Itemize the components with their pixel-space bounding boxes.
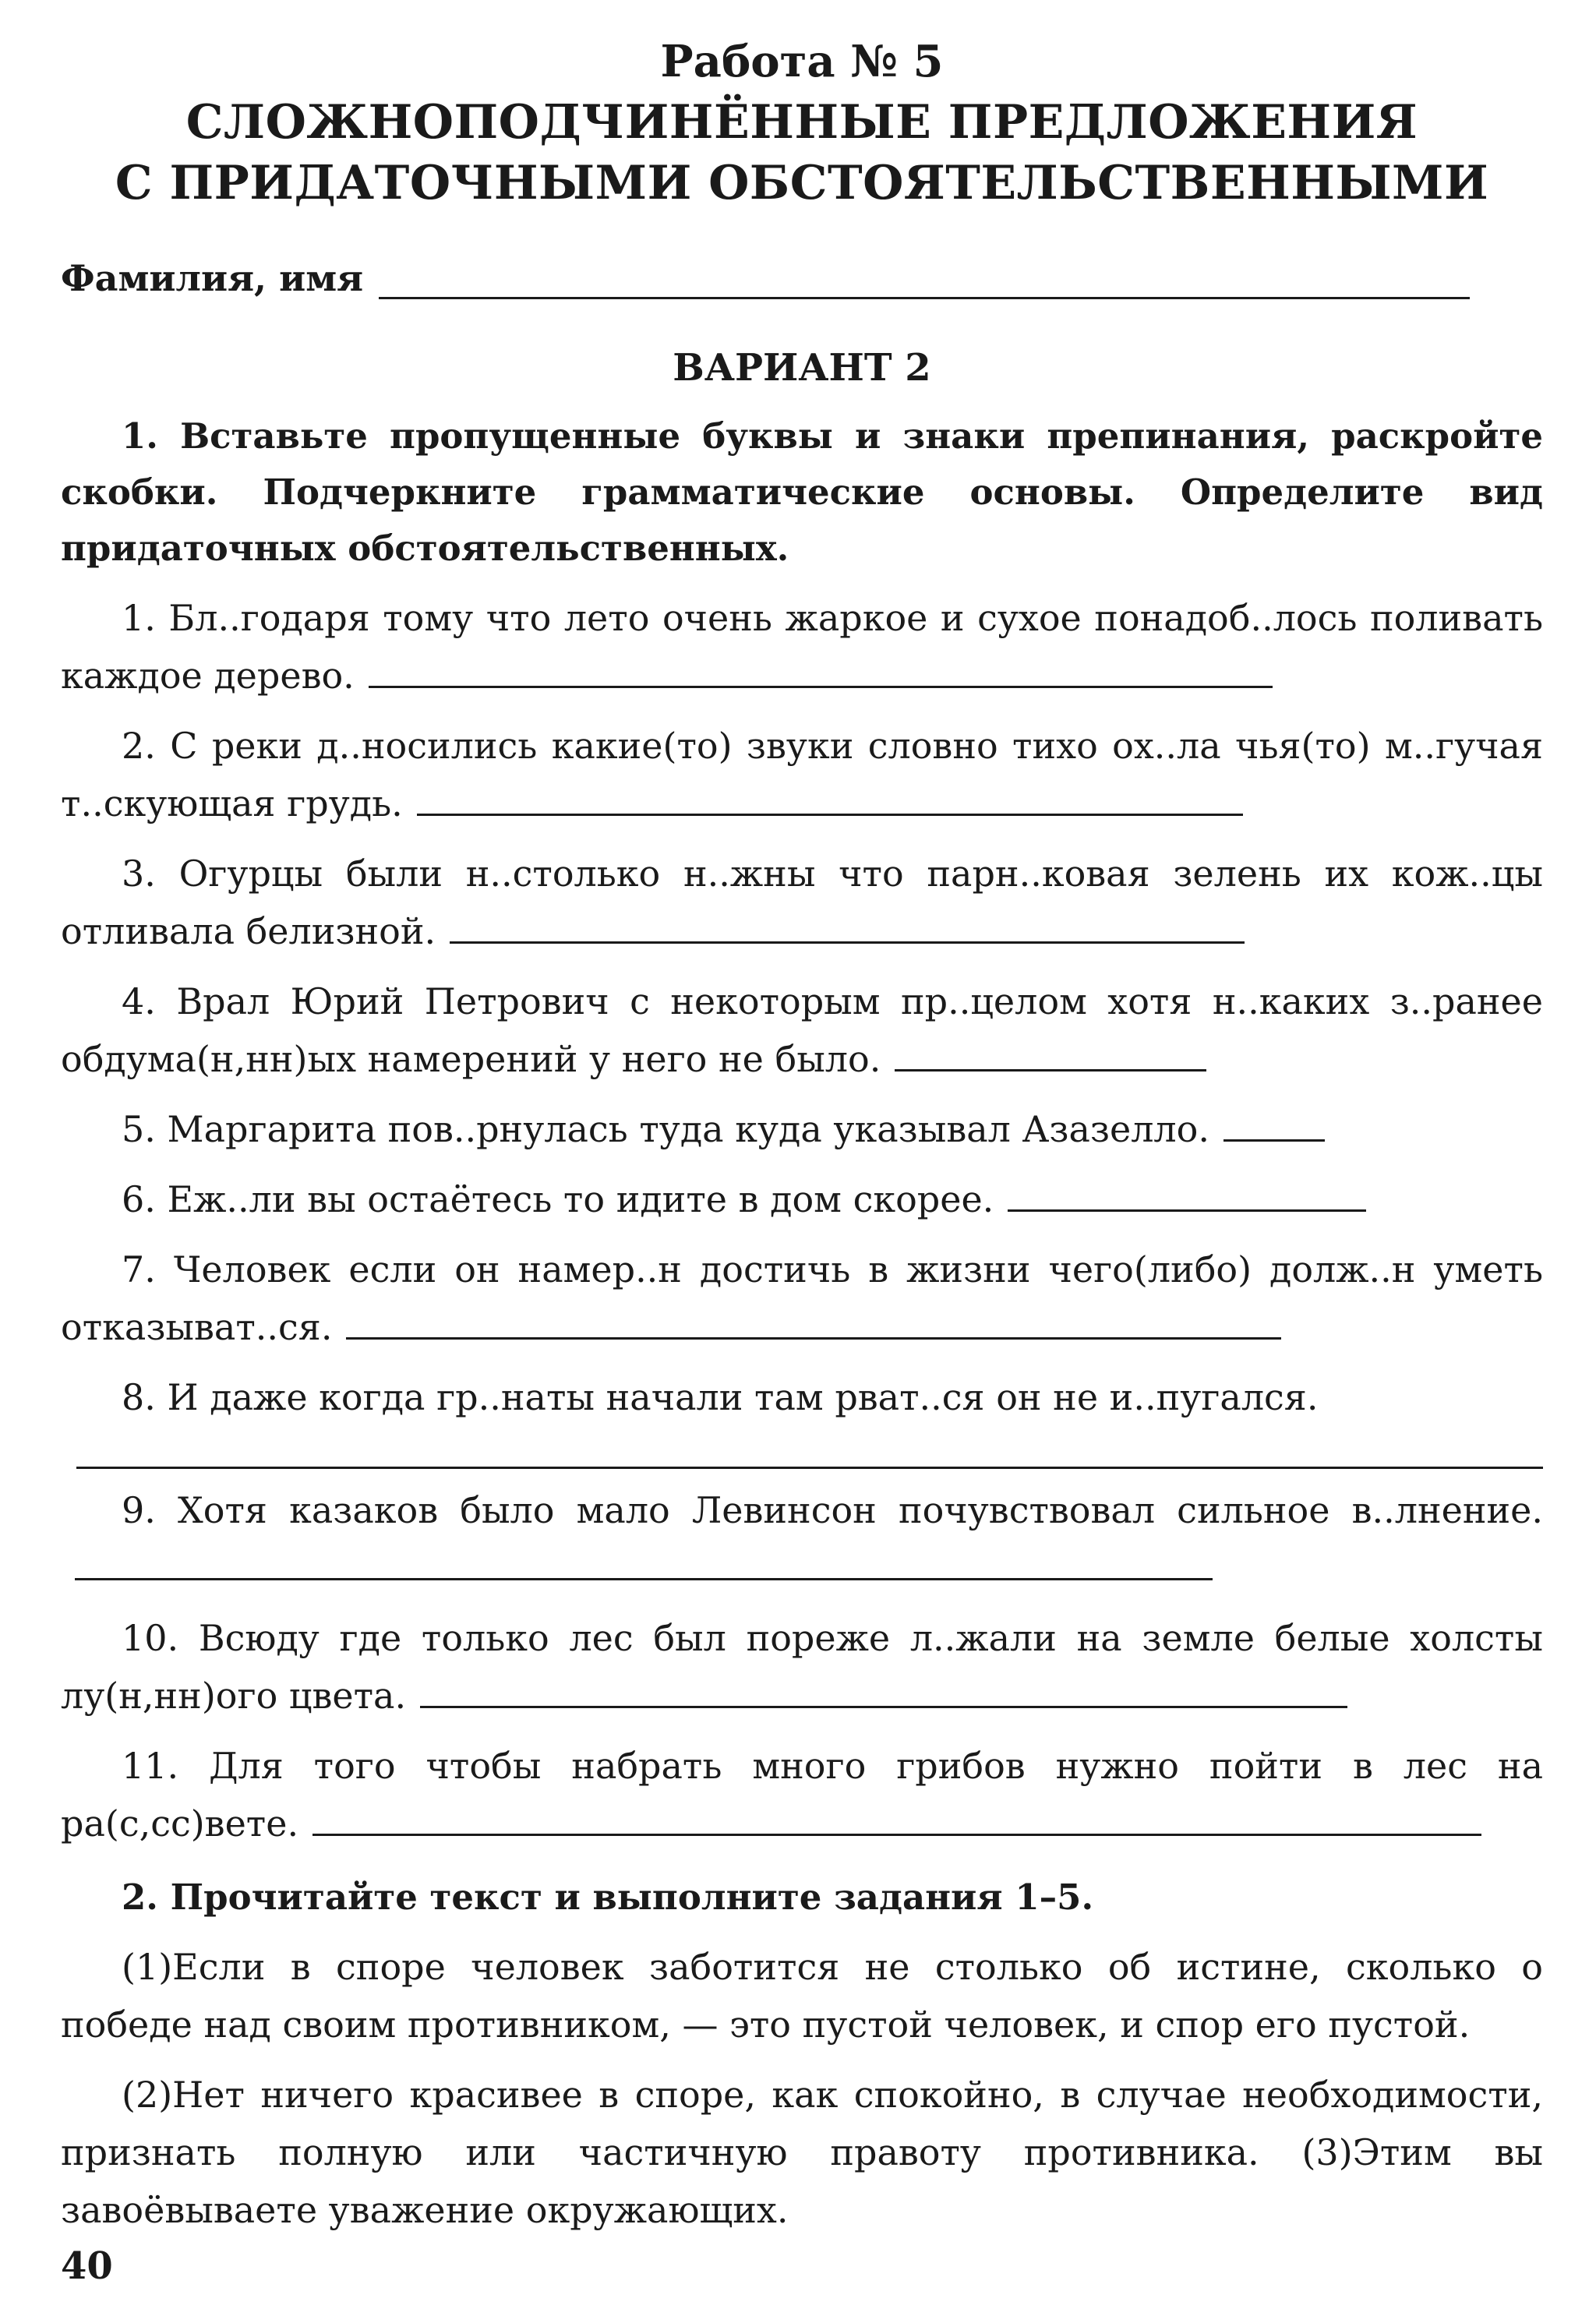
answer-blank-line — [312, 1806, 1481, 1836]
task-1-item — [61, 1241, 1543, 1356]
answer-blank-line — [1223, 1111, 1325, 1142]
task-1-item — [61, 1100, 1543, 1158]
worksheet-page — [61, 31, 1543, 2239]
task-1-item — [61, 1170, 1543, 1228]
title-block — [61, 31, 1543, 214]
text-paragraph — [61, 2066, 1543, 2239]
name-row — [61, 257, 1543, 299]
task-1-item — [61, 1737, 1543, 1852]
item-text: 9. Хотя казаков было мало Левинсон почувствовал сильное в..лнение. — [122, 1489, 1543, 1531]
sentence-2: (2)Нет ничего красивее в споре, как спокойно, в случае необходимости, признать полную или частичную правоту противника. — [61, 2074, 1543, 2173]
answer-blank-line — [369, 658, 1273, 688]
answer-blank-line — [450, 913, 1245, 944]
answer-blank-line — [1008, 1181, 1366, 1212]
item-text: 1. Бл..годаря тому что лето очень жаркое и сухое понадоб..лось поливать каждое дерево. — [61, 597, 1543, 697]
topic-title-line-2: С ПРИДАТОЧНЫМИ ОБСТОЯТЕЛЬСТВЕННЫМИ — [115, 156, 1489, 210]
task-1-item — [61, 1481, 1543, 1597]
task-1-item — [61, 1368, 1543, 1469]
topic-title-line-1: СЛОЖНОПОДЧИНЁННЫЕ ПРЕДЛОЖЕНИЯ — [185, 95, 1418, 150]
task-1-item — [61, 845, 1543, 960]
answer-blank-line — [75, 1550, 1213, 1580]
item-text: 8. И даже когда гр..наты начали там рват..ся он не и..пугался. — [122, 1376, 1319, 1418]
page-number: 40 — [61, 2244, 113, 2288]
answer-blank-line — [895, 1041, 1206, 1072]
task-1-item — [61, 717, 1543, 832]
item-text: 6. Еж..ли вы остаётесь то идите в дом скорее. — [122, 1178, 994, 1220]
answer-blank-line — [76, 1429, 1543, 1469]
item-text: 11. Для того чтобы набрать много грибов нужно пойти в лес на ра(с,сс)вете. — [61, 1745, 1543, 1845]
work-title: Работа № 5 — [660, 36, 944, 87]
item-text: 4. Врал Юрий Петрович с некоторым пр..целом хотя н..каких з..ранее обдума(н,нн)ых намерений у него не было. — [61, 980, 1543, 1080]
variant-heading: ВАРИАНТ 2 — [673, 346, 931, 390]
item-text: 2. С реки д..носились какие(то) звуки словно тихо ох..ла чья(то) м..гучая т..скующая грудь. — [61, 725, 1543, 824]
task-1-item — [61, 589, 1543, 704]
name-label: Фамилия, имя — [61, 257, 364, 299]
item-text: 5. Маргарита пов..рнулась туда куда указывал Азазелло. — [122, 1108, 1209, 1150]
task-1-item — [61, 1609, 1543, 1725]
name-blank-line — [379, 267, 1470, 299]
task-2-heading: 2. Прочитайте текст и выполните задания 1–5. — [122, 1876, 1094, 1918]
task-1-heading: 1. Вставьте пропущенные буквы и знаки препинания, раскройте скобки. Подчеркните грамматические основы. Определите вид придаточных обстоятельственных. — [61, 415, 1543, 569]
answer-blank-line — [346, 1309, 1281, 1340]
text-paragraph: (1)Если в споре человек заботится не столько об истине, сколько о победе над своим противником, — это пустой человек, и спор его пустой. — [61, 1946, 1543, 2046]
item-text: 3. Огурцы были н..столько н..жны что парн..ковая зелень их кож..цы отливала белизной. — [61, 853, 1543, 952]
item-text: 10. Всюду где только лес был пореже л..жали на земле белые холсты лу(н,нн)ого цвета. — [61, 1617, 1543, 1717]
sentence-3: (3)Этим вы завоёвываете уважение окружающих. — [61, 2131, 1544, 2231]
answer-blank-line — [420, 1678, 1347, 1708]
answer-blank-line — [417, 786, 1243, 816]
item-text: 7. Человек если он намер..н достичь в жизни чего(либо) долж..н уметь отказыват..ся. — [61, 1248, 1543, 1348]
task-1-item — [61, 973, 1543, 1088]
